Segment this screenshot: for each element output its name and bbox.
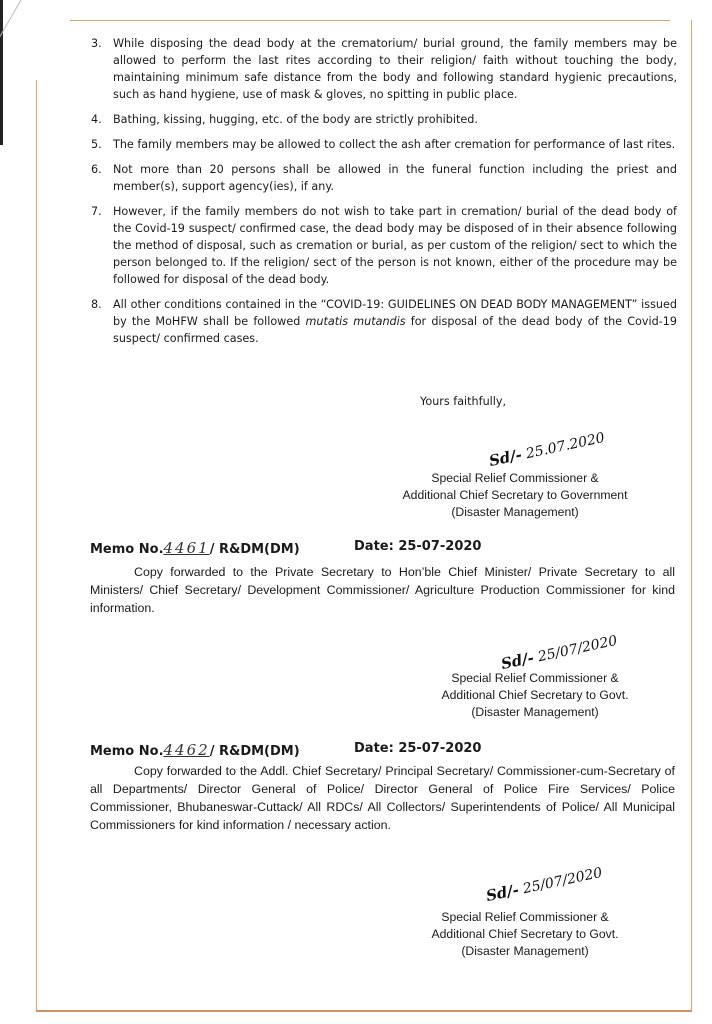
- item-text: [113, 296, 677, 347]
- item-number: 6.: [91, 163, 102, 176]
- memo-prefix: Memo No.: [90, 744, 164, 759]
- signature-mark: Sd/-: [487, 445, 524, 471]
- page-border-right: [691, 20, 692, 1010]
- closing-salutation: Yours faithfully,: [420, 395, 507, 408]
- memo-number: 4462: [163, 741, 210, 759]
- memo-number: 4461: [163, 539, 210, 557]
- item-text: While disposing the dead body at the crematorium/ burial ground, the family members may be allowed to perform the last rites according to their religion/ faith without touching the body, maintaining minimum safe distance from the body and following standard hygienic precautions, such as hand hygiene, use of mask & gloves, no spitting in public place.: [113, 37, 677, 101]
- memo-date: Date: 25-07-2020: [354, 741, 482, 756]
- designation-line: Special Relief Commissioner &: [451, 671, 619, 685]
- list-item: [91, 161, 677, 195]
- signature-mark: Sd/-: [499, 648, 536, 674]
- page-fold-line: [0, 0, 71, 71]
- list-item: [91, 296, 677, 347]
- designation-line: (Disaster Management): [461, 944, 589, 958]
- item-text: Bathing, kissing, hugging, etc. of the body are strictly prohibited.: [113, 113, 478, 126]
- list-item: [91, 35, 677, 103]
- guidelines-list: [91, 35, 677, 355]
- latin-phrase: mutatis mutandis: [305, 315, 406, 328]
- item-text: The family members may be allowed to collect the ash after cremation for performance of last rites.: [113, 138, 676, 151]
- signature: [499, 631, 618, 673]
- list-item: [91, 111, 677, 128]
- designation-line: Additional Chief Secretary to Govt.: [441, 688, 629, 702]
- memo-body: Copy forwarded to the Private Secretary to Hon’ble Chief Minister/ Private Secretary to all Ministers/ Chief Secretary/ Development Commissioner/ Agriculture Production Commissioner for kind information.: [90, 565, 675, 615]
- page-border-left: [36, 80, 37, 1010]
- memo-suffix: / R&DM(DM): [209, 744, 300, 759]
- page-edge-shadow: [0, 0, 3, 145]
- designation-block: [410, 670, 660, 721]
- designation-block: [380, 470, 650, 521]
- signature: [484, 863, 603, 905]
- designation-line: Additional Chief Secretary to Government: [402, 488, 628, 502]
- designation-line: (Disaster Management): [451, 505, 579, 519]
- list-item: [91, 136, 677, 153]
- item-number: 4.: [91, 113, 102, 126]
- item-text-part: All other conditions contained in the “COVID-19: GUIDELINES ON DEAD BODY MANAGEMENT” issued by the MoHFW shall be followed: [113, 298, 677, 328]
- memo-header: [90, 539, 482, 557]
- item-number: 7.: [91, 205, 102, 218]
- memo-header: [90, 741, 482, 759]
- signature-mark: Sd/-: [484, 880, 521, 906]
- item-number: 5.: [91, 138, 102, 151]
- item-number: 3.: [91, 37, 102, 50]
- memo-body: Copy forwarded to the Addl. Chief Secretary/ Principal Secretary/ Commissioner-cum-Secretary of all Departments/ Director General of Police/ Director General of Police Fire Services/ Police Commissioner, Bhubaneswar-Cuttack/ All RDCs/ All Collectors/ Superintendents of Police/ All Municipal Commissioners for kind information / necessary action.: [90, 764, 675, 832]
- item-number: 8.: [91, 298, 102, 311]
- designation-block: [415, 909, 635, 960]
- memo-suffix: / R&DM(DM): [209, 542, 300, 557]
- designation-line: Special Relief Commissioner &: [431, 471, 599, 485]
- signature: [487, 428, 606, 470]
- memo-date: Date: 25-07-2020: [354, 539, 482, 554]
- designation-line: Special Relief Commissioner &: [441, 910, 609, 924]
- list-item: [91, 203, 677, 288]
- designation-line: (Disaster Management): [471, 705, 599, 719]
- signature-date: 25.07.2020: [524, 429, 607, 463]
- signature-date: 25/07/2020: [536, 632, 619, 666]
- page-border-top: [70, 20, 670, 21]
- item-text-part: for disposal of the dead body of the Covid-19 suspect/ confirmed cases.: [113, 315, 677, 345]
- item-text: Not more than 20 persons shall be allowed in the funeral function including the priest and member(s), support agency(ies), if any.: [113, 163, 677, 193]
- memo-prefix: Memo No.: [90, 542, 164, 557]
- item-text: However, if the family members do not wish to take part in cremation/ burial of the dead body of the Covid-19 suspect/ confirmed case, the dead body may be disposed of in their absence following the method of disposal, such as cremation or burial, as per custom of the religion/ sect to which the person belonged to. If the religion/ sect of the person is not known, either of the procedure may be followed for disposal of the dead body.: [113, 205, 677, 286]
- signature-date: 25/07/2020: [521, 864, 604, 898]
- designation-line: Additional Chief Secretary to Govt.: [431, 927, 619, 941]
- page-border-bottom: [36, 1010, 692, 1012]
